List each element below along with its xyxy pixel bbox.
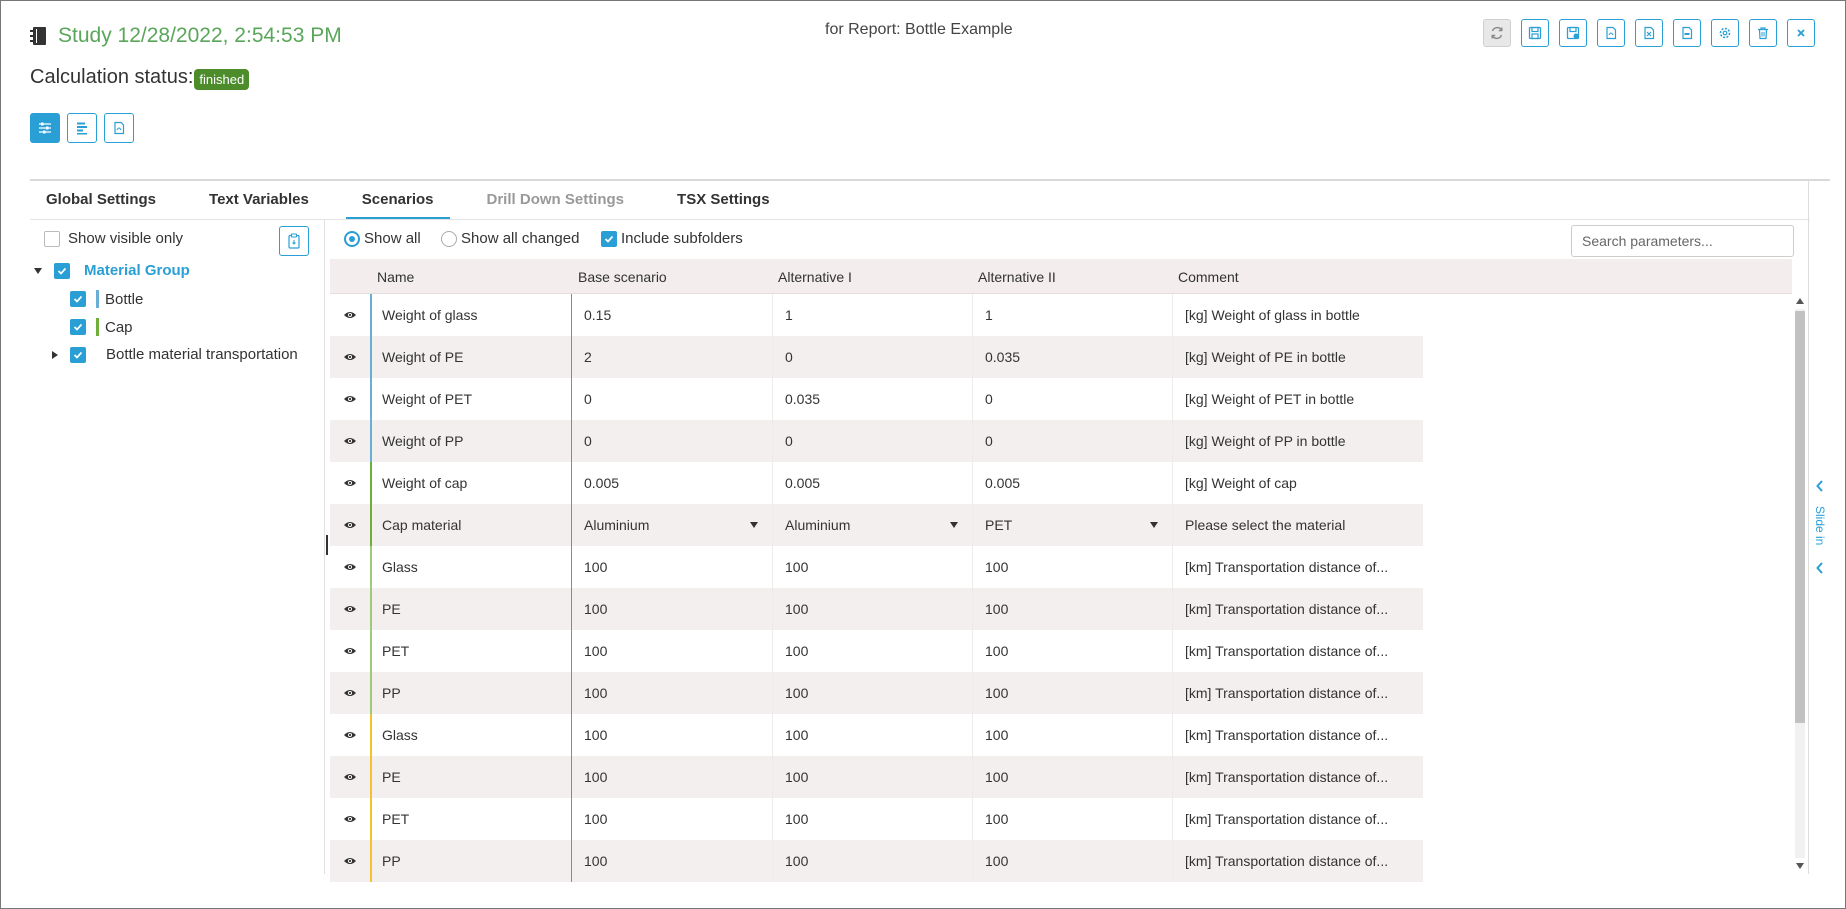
- settings-tabs: [30, 182, 1810, 219]
- eye-icon: [343, 772, 357, 782]
- show-all-changed-label: Show all changed: [461, 230, 580, 247]
- parameter-name: PET: [372, 798, 572, 840]
- eye-icon: [343, 394, 357, 404]
- tab-drill-down-settings[interactable]: Drill Down Settings: [486, 191, 625, 208]
- top-toolbar: [1483, 19, 1825, 47]
- refresh-icon: [1490, 26, 1504, 40]
- cell-value: 0.035: [785, 391, 821, 407]
- visibility-toggle[interactable]: [330, 336, 370, 378]
- dropdown-arrow-icon[interactable]: [1150, 522, 1158, 528]
- parameter-name: Weight of PE: [372, 336, 572, 378]
- comment-cell[interactable]: [kg] Weight of cap: [1173, 462, 1423, 504]
- gear-icon: [1718, 26, 1732, 40]
- parameter-name: Weight of PP: [372, 420, 572, 462]
- tab-text-variables[interactable]: Text Variables: [209, 191, 309, 208]
- folder-tree-panel: [30, 220, 324, 874]
- cell-value: 100: [985, 853, 1009, 869]
- refresh-button[interactable]: [1483, 19, 1511, 47]
- table-row: [330, 462, 1792, 504]
- scenario-grid: [330, 259, 1792, 882]
- value-cell[interactable]: [973, 588, 1173, 630]
- comment-cell[interactable]: [km] Transportation distance of...: [1173, 672, 1423, 714]
- panel-right-border: [1808, 181, 1809, 874]
- excel-export-button[interactable]: [1635, 19, 1663, 47]
- dropdown-arrow-icon[interactable]: [950, 522, 958, 528]
- value-cell[interactable]: [572, 294, 773, 336]
- table-row: [330, 294, 1792, 336]
- value-cell[interactable]: [773, 420, 973, 462]
- visibility-toggle[interactable]: [330, 546, 370, 588]
- value-cell[interactable]: [773, 378, 973, 420]
- cell-value: 1: [785, 307, 793, 323]
- cell-value: 100: [785, 727, 809, 743]
- value-cell[interactable]: [973, 546, 1173, 588]
- show-all-label: Show all: [364, 230, 421, 247]
- pdf-view-button[interactable]: [104, 113, 134, 143]
- show-all-changed-option[interactable]: [441, 230, 579, 247]
- table-row: [330, 672, 1792, 714]
- study-title-row: [30, 24, 342, 48]
- value-cell[interactable]: [973, 462, 1173, 504]
- value-cell[interactable]: [773, 714, 973, 756]
- value-cell[interactable]: [572, 672, 773, 714]
- value-cell[interactable]: [773, 294, 973, 336]
- text-cursor: [326, 535, 328, 555]
- settings-sliders-icon: [38, 121, 52, 135]
- visibility-toggle[interactable]: [330, 630, 370, 672]
- cell-value: 100: [785, 643, 809, 659]
- value-cell[interactable]: [973, 672, 1173, 714]
- caret-down-icon[interactable]: [34, 268, 42, 274]
- comment-cell[interactable]: [km] Transportation distance of...: [1173, 588, 1423, 630]
- value-cell[interactable]: [572, 378, 773, 420]
- scrollbar-thumb[interactable]: [1795, 311, 1805, 723]
- tree-node-material-group[interactable]: [34, 262, 190, 279]
- eye-icon: [343, 856, 357, 866]
- cell-value: 0: [985, 391, 993, 407]
- calculation-status: [30, 65, 249, 90]
- value-cell[interactable]: [773, 336, 973, 378]
- value-select[interactable]: [572, 504, 773, 546]
- cell-value: 100: [985, 811, 1009, 827]
- status-badge: finished: [194, 69, 249, 90]
- cell-value: 0.035: [985, 349, 1021, 365]
- cell-value: 0: [985, 433, 993, 449]
- parameter-name: Weight of cap: [372, 462, 572, 504]
- cell-value: 0.005: [785, 475, 821, 491]
- comment-cell[interactable]: [kg] Weight of glass in bottle: [1173, 294, 1423, 336]
- delete-button[interactable]: [1749, 19, 1777, 47]
- show-all-radio[interactable]: [344, 231, 360, 247]
- tree-node-cap[interactable]: [70, 318, 133, 336]
- table-row: [330, 714, 1792, 756]
- cell-value: 100: [985, 643, 1009, 659]
- cell-value: 0: [584, 391, 592, 407]
- header-divider: [30, 179, 1830, 181]
- value-cell[interactable]: [973, 840, 1173, 882]
- check-icon: [73, 322, 83, 332]
- comment-cell[interactable]: [km] Transportation distance of...: [1173, 840, 1423, 882]
- parameter-name: PET: [372, 630, 572, 672]
- show-visible-only-label: Show visible only: [68, 230, 184, 247]
- visibility-toggle[interactable]: [330, 798, 370, 840]
- dropdown-arrow-icon[interactable]: [750, 522, 758, 528]
- grid-header: [330, 259, 1792, 294]
- parameter-name: Cap material: [372, 504, 572, 546]
- value-cell[interactable]: [773, 672, 973, 714]
- cell-value: 100: [584, 727, 608, 743]
- table-row: [330, 420, 1792, 462]
- eye-icon: [343, 730, 357, 740]
- show-visible-only-checkbox[interactable]: [44, 231, 60, 247]
- eye-icon: [343, 562, 357, 572]
- parameter-name: Glass: [372, 546, 572, 588]
- value-cell[interactable]: [973, 714, 1173, 756]
- eye-icon: [343, 436, 357, 446]
- eye-icon: [343, 814, 357, 824]
- cell-value: 100: [985, 727, 1009, 743]
- clipboard-button[interactable]: [279, 226, 309, 256]
- parameter-name: PE: [372, 756, 572, 798]
- caret-right-icon[interactable]: [52, 351, 58, 359]
- table-row: [330, 798, 1792, 840]
- cell-value: 0.005: [584, 475, 620, 491]
- column-header-alternative-2[interactable]: Alternative II: [978, 269, 1056, 285]
- visibility-toggle[interactable]: [330, 420, 370, 462]
- include-subfolders-checkbox[interactable]: [601, 231, 617, 247]
- parameter-name: Weight of PET: [372, 378, 572, 420]
- parameter-name: Glass: [372, 714, 572, 756]
- transportation-checkbox[interactable]: [70, 347, 86, 363]
- eye-icon: [343, 520, 357, 530]
- value-cell[interactable]: [773, 588, 973, 630]
- cell-value: 100: [785, 559, 809, 575]
- cell-value: 100: [985, 769, 1009, 785]
- tree-label-cap: Cap: [105, 318, 133, 336]
- cell-value: 100: [985, 685, 1009, 701]
- html-export-icon: [1680, 26, 1694, 40]
- clipboard-icon: [287, 233, 301, 249]
- comment-cell[interactable]: [kg] Weight of PET in bottle: [1173, 378, 1423, 420]
- cell-value: 100: [785, 811, 809, 827]
- material-group-checkbox[interactable]: [54, 263, 70, 279]
- close-button[interactable]: [1787, 19, 1815, 47]
- tab-global-settings[interactable]: Global Settings: [46, 191, 157, 208]
- value-cell[interactable]: [973, 756, 1173, 798]
- parameter-name: PP: [372, 840, 572, 882]
- cell-value: 100: [584, 685, 608, 701]
- close-icon: [1795, 27, 1807, 39]
- value-cell[interactable]: [973, 798, 1173, 840]
- table-row: [330, 546, 1792, 588]
- value-select[interactable]: [973, 504, 1173, 546]
- column-header-alternative-1[interactable]: Alternative I: [778, 269, 852, 285]
- scroll-down-arrow[interactable]: [1796, 863, 1804, 869]
- save-icon: [1528, 26, 1542, 40]
- view-toggle-group: [30, 113, 141, 143]
- value-cell[interactable]: [572, 714, 773, 756]
- value-cell[interactable]: [973, 420, 1173, 462]
- results-view-button[interactable]: [67, 113, 97, 143]
- comment-cell[interactable]: [kg] Weight of PE in bottle: [1173, 336, 1423, 378]
- value-cell[interactable]: [973, 378, 1173, 420]
- table-row: [330, 756, 1792, 798]
- check-icon: [73, 350, 83, 360]
- comment-cell[interactable]: [km] Transportation distance of...: [1173, 756, 1423, 798]
- tree-node-bottle[interactable]: [70, 290, 143, 308]
- parameter-name: Weight of glass: [372, 294, 572, 336]
- slide-in-label: Slide in: [1813, 506, 1827, 546]
- table-row: [330, 588, 1792, 630]
- comment-cell[interactable]: [km] Transportation distance of...: [1173, 714, 1423, 756]
- value-cell[interactable]: [773, 840, 973, 882]
- tree-label-material-group: Material Group: [84, 262, 190, 279]
- cap-checkbox[interactable]: [70, 319, 86, 335]
- tree-node-bottle-material-transportation[interactable]: [52, 346, 298, 363]
- value-cell[interactable]: [572, 588, 773, 630]
- visibility-toggle[interactable]: [330, 588, 370, 630]
- visibility-toggle[interactable]: [330, 672, 370, 714]
- cell-value: 0: [785, 349, 793, 365]
- notebook-icon: [30, 26, 48, 46]
- cell-value: 2: [584, 349, 592, 365]
- visibility-toggle[interactable]: [330, 378, 370, 420]
- tab-tsx-settings[interactable]: TSX Settings: [677, 191, 770, 208]
- cell-value: Aluminium: [584, 517, 650, 533]
- parameter-name: PP: [372, 672, 572, 714]
- pdf-export-button[interactable]: [1597, 19, 1625, 47]
- eye-icon: [343, 352, 357, 362]
- value-cell[interactable]: [572, 336, 773, 378]
- include-subfolders-option[interactable]: [601, 230, 743, 247]
- save-as-button[interactable]: [1559, 19, 1587, 47]
- report-label: for Report: Bottle Example: [825, 21, 1013, 38]
- visibility-toggle[interactable]: [330, 462, 370, 504]
- value-cell[interactable]: [572, 462, 773, 504]
- visibility-toggle[interactable]: [330, 840, 370, 882]
- value-cell[interactable]: [572, 420, 773, 462]
- cell-value: 100: [785, 601, 809, 617]
- panel-splitter[interactable]: [324, 220, 325, 874]
- comment-cell[interactable]: [km] Transportation distance of...: [1173, 546, 1423, 588]
- eye-icon: [343, 604, 357, 614]
- value-cell[interactable]: [773, 798, 973, 840]
- eye-icon: [343, 646, 357, 656]
- value-cell[interactable]: [973, 630, 1173, 672]
- study-title: Study 12/28/2022, 2:54:53 PM: [58, 24, 342, 47]
- cell-value: 100: [584, 853, 608, 869]
- include-subfolders-label: Include subfolders: [621, 230, 743, 247]
- tree-label-bottle-material-transportation: Bottle material transportation: [106, 346, 298, 363]
- cell-value: 0: [584, 433, 592, 449]
- group-color-bar: [96, 318, 99, 336]
- value-cell[interactable]: [572, 840, 773, 882]
- cell-value: 100: [785, 685, 809, 701]
- list-align-icon: [75, 121, 89, 135]
- cell-value: 100: [584, 601, 608, 617]
- eye-icon: [343, 310, 357, 320]
- slide-in-toggle[interactable]: [1810, 480, 1830, 580]
- cell-value: 100: [785, 853, 809, 869]
- eye-icon: [343, 688, 357, 698]
- settings-view-button[interactable]: [30, 113, 60, 143]
- grid-scrollbar[interactable]: [1792, 295, 1806, 872]
- table-row: [330, 630, 1792, 672]
- show-all-option[interactable]: [344, 230, 421, 247]
- tree-label-bottle: Bottle: [105, 290, 144, 308]
- visibility-toggle[interactable]: [330, 714, 370, 756]
- table-row: [330, 840, 1792, 882]
- save-button[interactable]: [1521, 19, 1549, 47]
- html-export-button[interactable]: [1673, 19, 1701, 47]
- excel-export-icon: [1642, 26, 1656, 40]
- table-row: [330, 504, 1792, 546]
- parameter-name: PE: [372, 588, 572, 630]
- cell-value: 100: [584, 811, 608, 827]
- comment-cell[interactable]: Please select the material: [1173, 504, 1423, 546]
- tab-scenarios[interactable]: Scenarios: [346, 182, 450, 219]
- calc-status-label: Calculation status:: [30, 66, 194, 88]
- value-cell[interactable]: [773, 630, 973, 672]
- cell-value: 100: [985, 559, 1009, 575]
- value-cell[interactable]: [973, 336, 1173, 378]
- search-parameters-input[interactable]: [1571, 225, 1794, 257]
- column-header-base-scenario[interactable]: Base scenario: [578, 269, 667, 285]
- cell-value: 1: [985, 307, 993, 323]
- visibility-toggle[interactable]: [330, 756, 370, 798]
- visibility-toggle[interactable]: [330, 504, 370, 546]
- value-cell[interactable]: [572, 798, 773, 840]
- cell-value: 100: [985, 601, 1009, 617]
- check-icon: [604, 234, 614, 244]
- settings-button[interactable]: [1711, 19, 1739, 47]
- value-cell[interactable]: [572, 756, 773, 798]
- chevron-left-icon: [1815, 562, 1825, 574]
- pdf-export-icon: [1604, 26, 1618, 40]
- cell-value: 100: [584, 643, 608, 659]
- show-all-changed-radio[interactable]: [441, 231, 457, 247]
- table-row: [330, 336, 1792, 378]
- visibility-toggle[interactable]: [330, 294, 370, 336]
- pdf-icon: [112, 121, 126, 135]
- save-as-icon: [1566, 26, 1580, 40]
- value-cell[interactable]: [973, 294, 1173, 336]
- value-cell[interactable]: [773, 546, 973, 588]
- cell-value: Aluminium: [785, 517, 851, 533]
- column-header-name[interactable]: Name: [377, 269, 415, 285]
- bottle-checkbox[interactable]: [70, 291, 86, 307]
- cell-value: 100: [584, 769, 608, 785]
- value-select[interactable]: [773, 504, 973, 546]
- value-cell[interactable]: [773, 462, 973, 504]
- check-icon: [57, 266, 67, 276]
- cell-value: 0.005: [985, 475, 1021, 491]
- cell-value: PET: [985, 517, 1013, 533]
- group-color-bar: [96, 290, 99, 308]
- cell-value: 0.15: [584, 307, 612, 323]
- cell-value: 0: [785, 433, 793, 449]
- show-visible-only-option[interactable]: [44, 230, 183, 247]
- chevron-left-icon: [1815, 480, 1825, 492]
- scroll-up-arrow[interactable]: [1796, 298, 1804, 304]
- cell-value: 100: [785, 769, 809, 785]
- cell-value: 100: [584, 559, 608, 575]
- value-cell[interactable]: [572, 630, 773, 672]
- column-header-comment[interactable]: Comment: [1178, 269, 1239, 285]
- comment-cell[interactable]: [kg] Weight of PP in bottle: [1173, 420, 1423, 462]
- grid-body: [330, 294, 1792, 882]
- eye-icon: [343, 478, 357, 488]
- trash-icon: [1756, 26, 1770, 40]
- table-row: [330, 378, 1792, 420]
- check-icon: [73, 294, 83, 304]
- value-cell[interactable]: [572, 546, 773, 588]
- value-cell[interactable]: [773, 756, 973, 798]
- comment-cell[interactable]: [km] Transportation distance of...: [1173, 630, 1423, 672]
- comment-cell[interactable]: [km] Transportation distance of...: [1173, 798, 1423, 840]
